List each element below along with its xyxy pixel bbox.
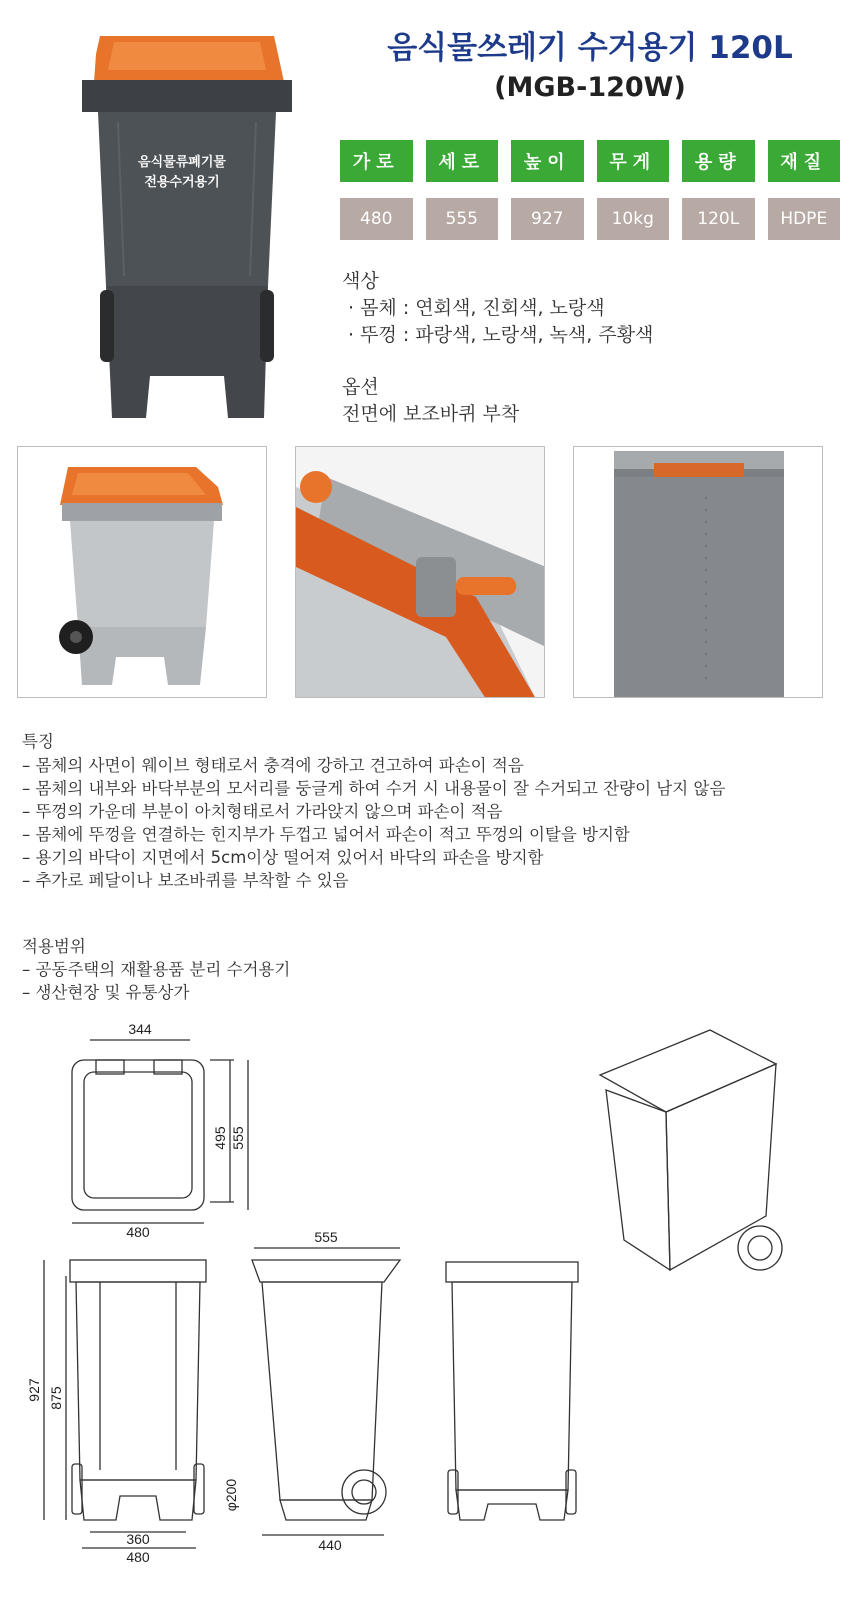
options-text: 전면에 보조바퀴 부착 xyxy=(342,403,520,425)
dim-top-depth-inner: 495 xyxy=(212,1126,228,1150)
spec-value-weight: 10kg xyxy=(597,198,670,240)
spec-value-row xyxy=(340,198,840,240)
product-title-main: 음식물쓰레기 수거용기 120L xyxy=(387,30,793,66)
spec-header-weight: 무게 xyxy=(597,140,670,182)
scope-section xyxy=(22,935,290,1004)
dim-side-depth: 555 xyxy=(314,1229,338,1245)
product-title xyxy=(340,28,840,108)
options-section xyxy=(342,374,519,428)
dim-wheel-diameter: φ200 xyxy=(223,1478,239,1512)
feature-item: – 몸체의 내부와 바닥부분의 모서리를 둥글게 하여 수거 시 내용물이 잘 수거되고 잔량이 남지 않음 xyxy=(22,779,726,798)
spec-value-depth: 555 xyxy=(426,198,499,240)
spec-header-row xyxy=(340,140,840,182)
spec-value-material: HDPE xyxy=(768,198,841,240)
spec-header-capacity: 용량 xyxy=(682,140,755,182)
scope-item: – 공동주택의 재활용품 분리 수거용기 xyxy=(22,960,291,979)
dim-side-base: 440 xyxy=(318,1537,342,1553)
spec-value-capacity: 120L xyxy=(682,198,755,240)
features-section xyxy=(22,730,725,892)
hero-bin-image xyxy=(78,26,306,426)
spec-header-height: 높이 xyxy=(511,140,584,182)
photo-gray-bin xyxy=(17,446,267,698)
feature-item: – 추가로 페달이나 보조바퀴를 부착할 수 있음 xyxy=(22,871,349,890)
features-title: 특징 xyxy=(22,732,54,751)
photo-hinge-closeup xyxy=(295,446,545,698)
spec-header-width: 가로 xyxy=(340,140,413,182)
feature-item: – 용기의 바닥이 지면에서 5cm이상 떨어져 있어서 바닥의 파손을 방지함 xyxy=(22,848,544,867)
spec-value-height: 927 xyxy=(511,198,584,240)
photo-interior xyxy=(573,446,823,698)
dim-front-inner-height: 875 xyxy=(48,1386,64,1410)
spec-table xyxy=(340,140,840,240)
spec-value-width: 480 xyxy=(340,198,413,240)
dim-top-width: 344 xyxy=(128,1021,152,1037)
dim-front-height: 927 xyxy=(26,1378,42,1402)
dim-front-base: 480 xyxy=(126,1549,150,1565)
options-title: 옵션 xyxy=(342,376,379,398)
dim-top-depth: 555 xyxy=(230,1126,246,1150)
bin-label-line2: 전용수거용기 xyxy=(144,175,220,190)
colors-section xyxy=(342,268,653,349)
dim-front-base-inner: 360 xyxy=(126,1531,150,1547)
spec-header-depth: 세로 xyxy=(426,140,499,182)
scope-title: 적용범위 xyxy=(22,937,86,956)
colors-body: · 몸체 : 연회색, 진회색, 노랑색 xyxy=(348,297,605,319)
colors-title: 색상 xyxy=(342,270,379,292)
dim-top-base: 480 xyxy=(126,1224,150,1240)
spec-header-material: 재질 xyxy=(768,140,841,182)
scope-item: – 생산현장 및 유통상가 xyxy=(22,983,190,1002)
feature-item: – 뚜껑의 가운데 부분이 아치형태로서 가라앉지 않으며 파손이 적음 xyxy=(22,802,503,821)
technical-drawings xyxy=(0,1020,860,1620)
feature-item: – 몸체에 뚜껑을 연결하는 힌지부가 두껍고 넓어서 파손이 적고 뚜껑의 이탈을 방지함 xyxy=(22,825,630,844)
feature-item: – 몸체의 사면이 웨이브 형태로서 충격에 강하고 견고하여 파손이 적음 xyxy=(22,756,524,775)
bin-label-line1: 음식물류폐기물 xyxy=(138,155,226,170)
product-model: (MGB-120W) xyxy=(494,72,686,103)
colors-lid: · 뚜껑 : 파랑색, 노랑색, 녹색, 주황색 xyxy=(348,324,654,346)
